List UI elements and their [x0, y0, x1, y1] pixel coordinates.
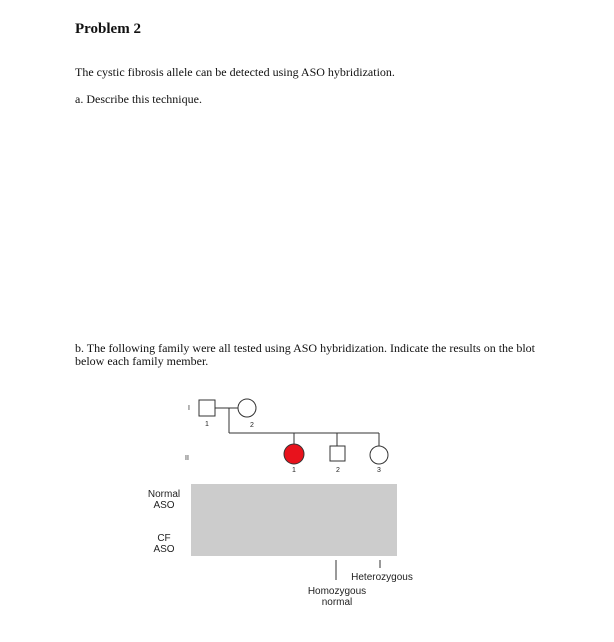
part-b-question: b. The following family were all tested using ASO hybridization. Indicate the results on the blot below each family member.: [75, 341, 536, 368]
gen2-label: II: [185, 455, 189, 462]
gen1-father-square: [199, 400, 215, 416]
aso-blot-area: [191, 484, 397, 556]
part-a-question: a. Describe this technique.: [75, 92, 202, 106]
heterozygous-label: Heterozygous: [351, 572, 413, 583]
gen2-member-3: 3: [377, 467, 381, 474]
gen2-affected-daughter-circle: [284, 444, 304, 464]
page-title: Problem 2: [75, 21, 141, 37]
cf-aso-label: CF ASO: [153, 533, 175, 555]
homozygous-normal-label: Homozygous normal: [307, 586, 367, 608]
intro-text: The cystic fibrosis allele can be detected using ASO hybridization.: [75, 65, 395, 79]
gen2-daughter-circle: [370, 446, 388, 464]
gen1-member-1: 1: [205, 421, 209, 428]
gen1-mother-circle: [238, 399, 256, 417]
normal-aso-label: Normal ASO: [147, 489, 181, 511]
gen2-son-square: [330, 446, 345, 461]
gen1-member-2: 2: [250, 422, 254, 429]
gen2-member-2: 2: [336, 467, 340, 474]
gen1-label: I: [188, 405, 190, 412]
gen2-member-1: 1: [292, 467, 296, 474]
